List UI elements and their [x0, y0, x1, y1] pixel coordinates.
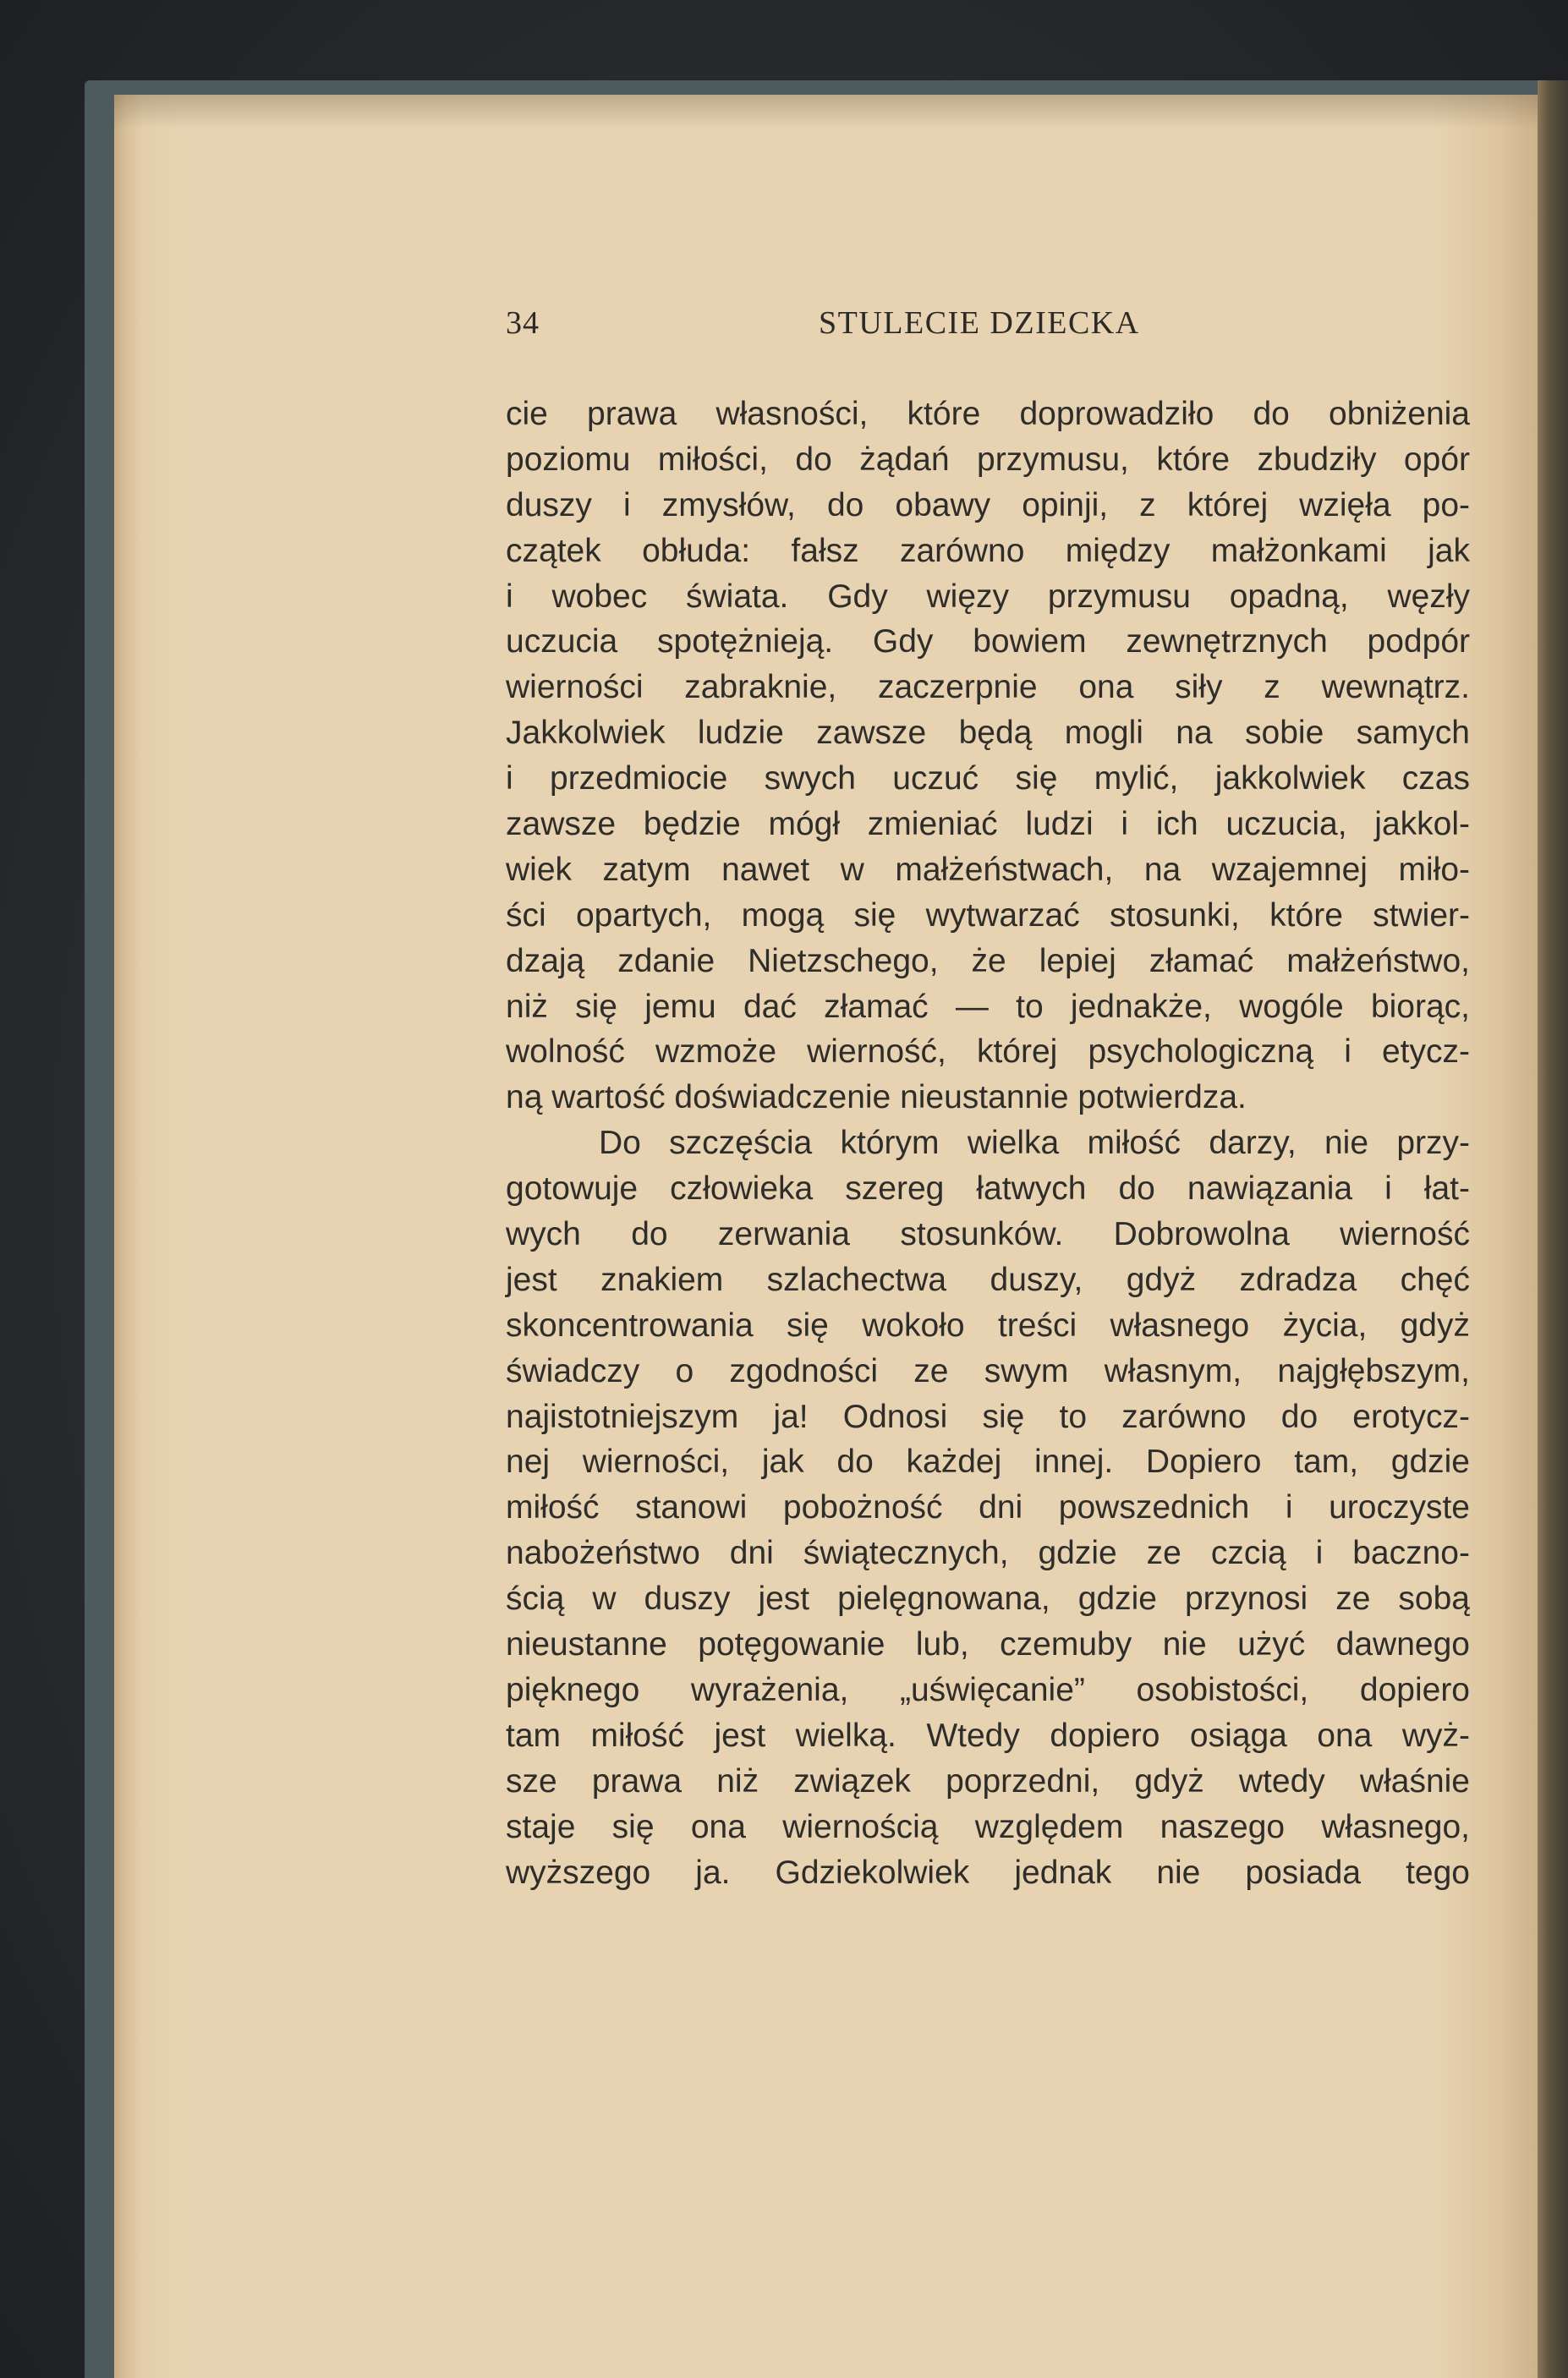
text-line: ści opartych, mogą się wytwarzać stosunki, które stwier- — [506, 896, 1470, 934]
text-line: uczucia spotężnieją. Gdy bowiem zewnętrznych podpór — [506, 623, 1470, 660]
text-line: czątek obłuda: fałsz zarówno między małżonkami jak — [506, 532, 1470, 569]
text-line: zawsze będzie mógł zmieniać ludzi i ich uczucia, jakkol- — [506, 806, 1470, 843]
text-line: wyższego ja. Gdziekolwiek jednak nie posiada tego — [506, 1854, 1470, 1891]
paragraph-start-line: Do szczęścia którym wielka miłość darzy, nie przy- — [599, 1125, 1470, 1162]
text-line: Jakkolwiek ludzie zawsze będą mogli na sobie samych — [506, 715, 1470, 752]
text-line: wych do zerwania stosunków. Dobrowolna wierność — [506, 1216, 1470, 1253]
book-binding-edge — [1538, 80, 1568, 2378]
text-line: skoncentrowania się wokoło treści własnego życia, gdyż — [506, 1307, 1470, 1344]
text-line: duszy i zmysłów, do obawy opinji, z której wzięła po- — [506, 486, 1470, 523]
text-line: niż się jemu dać złamać — to jednakże, wogóle biorąc, — [506, 988, 1470, 1025]
text-line: staje się ona wiernością względem naszego własnego, — [506, 1808, 1470, 1845]
page-header — [506, 304, 1470, 355]
text-line: i wobec świata. Gdy więzy przymusu opadną, węzły — [506, 578, 1470, 615]
text-line: najistotniejszym ja! Odnosi się to zarówno do erotycz- — [506, 1398, 1470, 1435]
text-line: nabożeństwo dni świątecznych, gdzie ze czcią i baczno- — [506, 1535, 1470, 1572]
text-line: pięknego wyrażenia, „uświęcanie” osobistości, dopiero — [506, 1671, 1470, 1708]
text-line: ną wartość doświadczenie nieustannie potwierdza. — [506, 1079, 1247, 1116]
text-line: ścią w duszy jest pielęgnowana, gdzie przynosi ze sobą — [506, 1581, 1470, 1618]
text-line: wiek zatym nawet w małżeństwach, na wzajemnej miło- — [506, 851, 1470, 888]
text-line: gotowuje człowieka szereg łatwych do nawiązania i łat- — [506, 1170, 1470, 1208]
text-line: dzają zdanie Nietzschego, że lepiej złamać małżeństwo, — [506, 942, 1470, 979]
page-number: 34 — [506, 305, 540, 341]
text-line: sze prawa niż związek poprzedni, gdyż wtedy właśnie — [506, 1762, 1470, 1800]
text-line: nej wierności, jak do każdej innej. Dopiero tam, gdzie — [506, 1444, 1470, 1481]
text-line: świadczy o zgodności ze swym własnym, najgłębszym, — [506, 1352, 1470, 1389]
body-text — [506, 392, 1470, 1895]
text-line: i przedmiocie swych uczuć się mylić, jakkolwiek czas — [506, 760, 1470, 797]
running-title: STULECIE DZIECKA — [819, 305, 1140, 341]
page-top-shadow — [114, 95, 1568, 129]
text-line: wierności zabraknie, zaczerpnie ona siły z wewnątrz. — [506, 669, 1470, 706]
text-line: cie prawa własności, które doprowadziło do obniżenia — [506, 396, 1470, 432]
text-line: jest znakiem szlachectwa duszy, gdyż zdradza chęć — [506, 1261, 1470, 1298]
text-line: wolność wzmoże wierność, której psychologiczną i etycz- — [506, 1033, 1470, 1071]
text-line: tam miłość jest wielką. Wtedy dopiero osiąga ona wyż- — [506, 1717, 1470, 1754]
text-line: nieustanne potęgowanie lub, czemuby nie użyć dawnego — [506, 1626, 1470, 1663]
text-line: poziomu miłości, do żądań przymusu, które zbudziły opór — [506, 441, 1470, 478]
text-line: miłość stanowi pobożność dni powszednich i uroczyste — [506, 1489, 1470, 1526]
